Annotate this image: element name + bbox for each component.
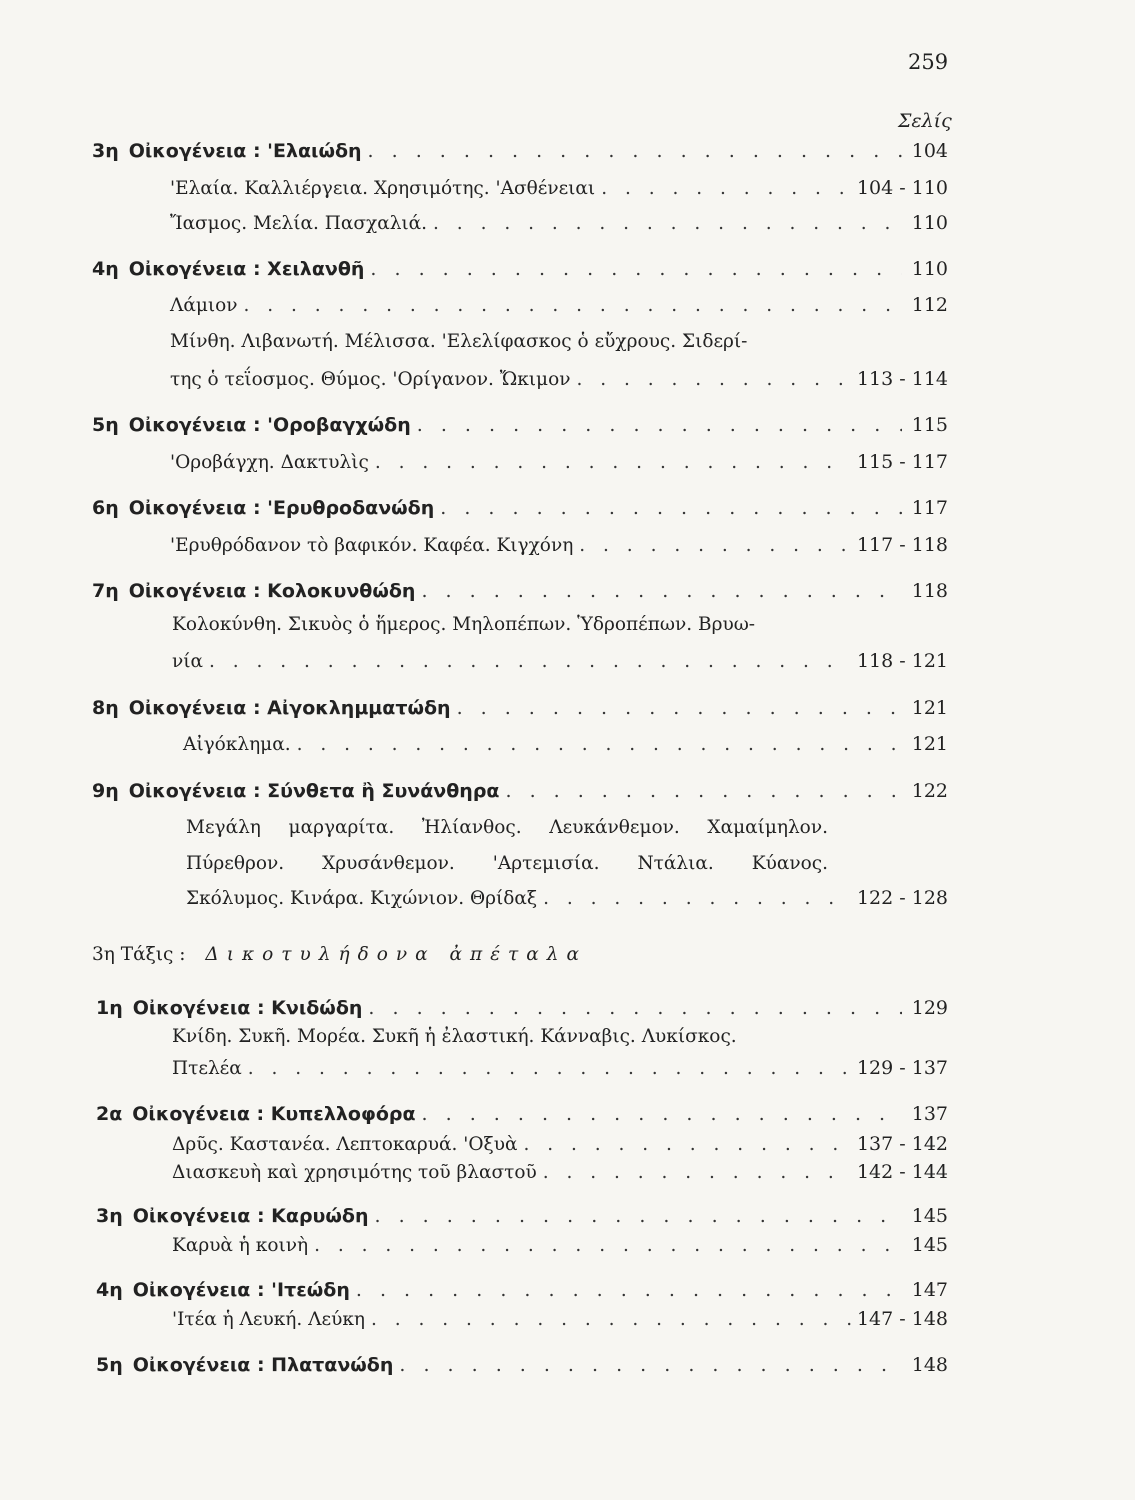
family-title: Οἰκογένεια : Αἰγοκλημματώδη xyxy=(128,697,451,719)
family-number: 9η xyxy=(92,780,119,802)
family-number: 5η xyxy=(96,1354,123,1376)
sub-entry-text: Ἴασμος. Μελία. Πασχαλιά. xyxy=(170,213,428,234)
sub-entry-text: 'Ερυθρόδανον τὸ βαφικόν. Καφέα. Κιγχόνη xyxy=(170,535,574,556)
sub-entry-text: 'Ιτέα ἡ Λευκή. Λεύκη xyxy=(172,1309,365,1330)
sub-entry xyxy=(172,1308,948,1330)
page-ref: 110 xyxy=(911,258,948,280)
dot-leader xyxy=(356,1279,902,1301)
dot-leader xyxy=(421,580,902,602)
family-entry xyxy=(96,997,948,1019)
sub-entry-text: Δρῦς. Καστανέα. Λεπτοκαρυά. 'Οξυὰ xyxy=(172,1134,518,1155)
page-ref: 115 - 117 xyxy=(856,451,948,473)
sub-entry-text: Σκόλυμος. Κινάρα. Κιχώνιον. Θρίδαξ xyxy=(186,888,538,909)
page-ref: 129 xyxy=(911,997,948,1019)
family-entry xyxy=(92,497,948,519)
dot-leader xyxy=(375,452,851,473)
dot-leader xyxy=(579,535,851,556)
dot-leader xyxy=(368,997,902,1019)
sub-entry xyxy=(172,1133,948,1155)
page-ref: 147 xyxy=(911,1279,948,1301)
page-ref: 122 xyxy=(911,780,948,802)
dot-leader xyxy=(371,1309,851,1330)
family-title: Οἰκογένεια : Σύνθετα ἢ Συνάνθηρα xyxy=(128,780,500,802)
family-number: 5η xyxy=(92,414,119,436)
family-entry xyxy=(92,140,948,162)
page-ref: 110 xyxy=(911,212,948,234)
family-entry xyxy=(92,780,948,802)
family-number: 8η xyxy=(92,697,119,719)
family-title: Οἰκογένεια : Κολοκυνθώδη xyxy=(128,580,416,602)
page-ref: 118 - 121 xyxy=(856,650,948,672)
family-number: 3η xyxy=(92,140,119,162)
order-name: Δικοτυλήδονα ἀπέταλα xyxy=(205,944,587,965)
page-ref: 129 - 137 xyxy=(856,1057,948,1079)
page-ref: 148 xyxy=(911,1354,948,1376)
dot-leader xyxy=(543,888,851,909)
dot-leader xyxy=(505,780,902,802)
dot-leader xyxy=(440,497,902,519)
sub-entry-text: Κολοκύνθη. Σικυὸς ὁ ἥμερος. Μηλοπέπων. Ὑδροπέπων. Βρυω- xyxy=(172,614,756,635)
sub-entry xyxy=(172,650,948,672)
dot-leader xyxy=(576,369,851,390)
family-title: Οἰκογένεια : 'Ερυθροδανώδη xyxy=(128,497,435,519)
family-title: Οἰκογένεια : Πλατανώδη xyxy=(132,1354,394,1376)
family-number: 4η xyxy=(92,258,119,280)
sub-entry xyxy=(172,1161,948,1183)
family-entry xyxy=(92,580,948,602)
sub-entry-text: Διασκευὴ καὶ χρησιμότης τοῦ βλαστοῦ xyxy=(172,1162,537,1183)
word: μαργαρίτα. xyxy=(288,817,395,838)
page-ref: 104 xyxy=(911,140,948,162)
family-entry xyxy=(92,414,948,436)
sub-entry-text xyxy=(186,817,828,838)
dot-leader xyxy=(248,1058,851,1079)
page-ref: 147 - 148 xyxy=(856,1308,948,1330)
dot-leader xyxy=(368,140,902,162)
family-title: Οἰκογένεια : Κυπελλοφόρα xyxy=(132,1103,416,1125)
sub-entry xyxy=(186,887,948,909)
word: 'Αρτεμισία. xyxy=(492,853,600,874)
page-ref: 145 xyxy=(911,1205,948,1227)
sub-entry-text: 'Οροβάγχη. Δακτυλὶς xyxy=(170,452,369,473)
dot-leader xyxy=(417,414,902,436)
dot-leader xyxy=(433,213,902,234)
page-ref: 121 xyxy=(911,733,948,755)
word: Μεγάλη xyxy=(186,817,261,838)
family-entry xyxy=(92,697,948,719)
sub-entry-text: Μίνθη. Λιβανωτή. Μέλισσα. 'Ελελίφασκος ὁ εὔχρους. Σιδερί- xyxy=(170,331,748,352)
family-title: Οἰκογένεια : Καρυώδη xyxy=(132,1205,369,1227)
sub-entry-text xyxy=(186,853,828,874)
sub-entry-text: Καρυὰ ἡ κοινὴ xyxy=(172,1235,309,1256)
dot-leader xyxy=(314,1235,902,1256)
page-ref: 118 xyxy=(911,580,948,602)
sub-entry-text: Αἰγόκλημα. xyxy=(183,734,291,755)
family-entry xyxy=(96,1354,948,1376)
dot-leader xyxy=(543,1162,851,1183)
page-ref: 142 - 144 xyxy=(856,1161,948,1183)
dot-leader xyxy=(297,734,902,755)
page-ref: 137 - 142 xyxy=(856,1133,948,1155)
sub-entry xyxy=(170,451,948,473)
dot-leader xyxy=(523,1134,851,1155)
family-number: 4η xyxy=(96,1279,123,1301)
page-ref: 117 - 118 xyxy=(856,534,948,556)
word: Χαμαίμηλον. xyxy=(707,817,828,838)
family-title: Οἰκογένεια : 'Οροβαγχώδη xyxy=(128,414,411,436)
page-ref: 121 xyxy=(911,697,948,719)
sub-entry-text: νία xyxy=(172,651,203,672)
dot-leader xyxy=(422,1103,902,1125)
family-number: 6η xyxy=(92,497,119,519)
sub-entry xyxy=(183,733,948,755)
word: Λευκάνθεμον. xyxy=(549,817,680,838)
family-number: 7η xyxy=(92,580,119,602)
sub-entry-text: Λάμιον xyxy=(170,295,238,316)
dot-leader xyxy=(244,295,902,316)
family-entry xyxy=(96,1205,948,1227)
dot-leader xyxy=(209,651,851,672)
dot-leader xyxy=(374,1205,902,1227)
word: Χρυσάνθεμον. xyxy=(322,853,455,874)
page-ref: 145 xyxy=(911,1234,948,1256)
word: Ντάλια. xyxy=(637,853,714,874)
family-entry xyxy=(96,1279,948,1301)
family-title: Οἰκογένεια : 'Ιτεώδη xyxy=(132,1279,350,1301)
page-ref: 113 - 114 xyxy=(856,368,948,390)
order-label: 3η Τάξις : xyxy=(92,944,186,965)
family-entry xyxy=(92,258,948,280)
dot-leader xyxy=(601,178,851,199)
family-title: Οἰκογένεια : 'Ελαιώδη xyxy=(128,140,362,162)
sub-entry-text: Πτελέα xyxy=(172,1058,242,1079)
sub-entry xyxy=(170,368,948,390)
sub-entry xyxy=(170,534,948,556)
sub-entry xyxy=(170,212,948,234)
dot-leader xyxy=(399,1354,902,1376)
word: Κύανος. xyxy=(751,853,828,874)
dot-leader xyxy=(457,697,902,719)
sub-entry xyxy=(170,294,948,316)
dot-leader xyxy=(370,258,902,280)
page-ref: 112 xyxy=(911,294,948,316)
pages-column-header: Σελίς xyxy=(898,110,952,132)
page-ref: 115 xyxy=(911,414,948,436)
page-number: 259 xyxy=(908,50,949,74)
family-title: Οἰκογένεια : Κνιδώδη xyxy=(132,997,363,1019)
sub-entry xyxy=(172,1057,948,1079)
family-number: 3η xyxy=(96,1205,123,1227)
page-ref: 117 xyxy=(911,497,948,519)
page-ref: 137 xyxy=(911,1103,948,1125)
family-number: 1η xyxy=(96,997,123,1019)
order-heading xyxy=(92,944,587,965)
word: Πύρεθρον. xyxy=(186,853,285,874)
page-ref: 122 - 128 xyxy=(856,887,948,909)
sub-entry-text: Κνίδη. Συκῆ. Μορέα. Συκῆ ἡ ἐλαστική. Κάνναβις. Λυκίσκος. xyxy=(172,1026,737,1047)
family-title: Οἰκογένεια : Χειλανθῆ xyxy=(128,258,365,280)
sub-entry-text: της ὁ τεΐοσμος. Θύμος. 'Ορίγανον. Ὤκιμον xyxy=(170,369,571,390)
sub-entry xyxy=(170,177,948,199)
sub-entry xyxy=(172,1234,948,1256)
family-number: 2α xyxy=(96,1103,123,1125)
family-entry xyxy=(96,1103,948,1125)
word: Ἠλίανθος. xyxy=(421,817,522,838)
page-ref: 104 - 110 xyxy=(856,177,948,199)
sub-entry-text: 'Ελαία. Καλλιέργεια. Χρησιμότης. 'Ασθένειαι xyxy=(170,178,596,199)
